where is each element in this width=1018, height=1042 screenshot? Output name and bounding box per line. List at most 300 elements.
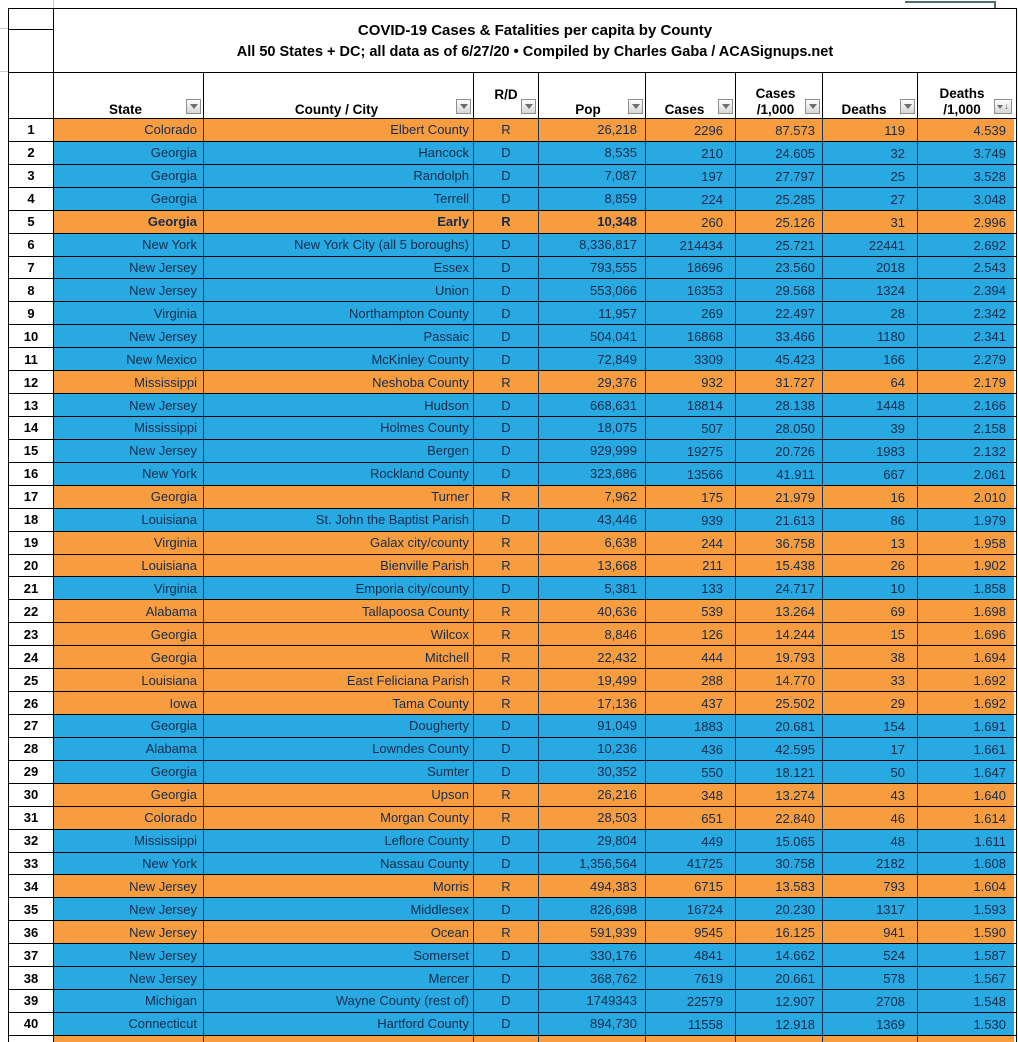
- cell-pop[interactable]: [539, 1036, 646, 1042]
- cell-cases[interactable]: 436: [646, 738, 736, 760]
- header-d1000[interactable]: [918, 73, 1014, 118]
- cell-deaths[interactable]: 667: [823, 463, 918, 485]
- cell-state[interactable]: New York: [54, 463, 204, 485]
- cell-county[interactable]: Essex: [204, 257, 474, 279]
- row-number-cell[interactable]: 28: [9, 738, 54, 760]
- cell-deaths[interactable]: 578: [823, 967, 918, 989]
- cell-cases[interactable]: 175: [646, 486, 736, 508]
- cell-deaths[interactable]: 1983: [823, 440, 918, 462]
- cell-deaths[interactable]: 31: [823, 211, 918, 233]
- row-number-cell[interactable]: 27: [9, 715, 54, 737]
- cell-pop[interactable]: 323,686: [539, 463, 646, 485]
- row-number-cell[interactable]: 26: [9, 692, 54, 714]
- cell-rd[interactable]: D: [474, 394, 539, 416]
- cell-deaths[interactable]: 2182: [823, 853, 918, 875]
- cell-d1000[interactable]: 2.394: [918, 279, 1014, 301]
- cell-county[interactable]: Holmes County: [204, 417, 474, 439]
- cell-cases[interactable]: 41725: [646, 853, 736, 875]
- cell-deaths[interactable]: 39: [823, 417, 918, 439]
- cell-cases[interactable]: 11558: [646, 1013, 736, 1035]
- cell-deaths[interactable]: 43: [823, 784, 918, 806]
- cell-cases[interactable]: 6715: [646, 875, 736, 897]
- cell-c1000[interactable]: 25.126: [736, 211, 823, 233]
- cell-c1000[interactable]: 15.065: [736, 830, 823, 852]
- cell-cases[interactable]: 539: [646, 600, 736, 622]
- cell-c1000[interactable]: 31.727: [736, 371, 823, 393]
- cell-c1000[interactable]: 21.979: [736, 486, 823, 508]
- cell-county[interactable]: Randolph: [204, 165, 474, 187]
- row-number-cell[interactable]: 22: [9, 600, 54, 622]
- cell-state[interactable]: Georgia: [54, 761, 204, 783]
- cell-d1000[interactable]: 4.539: [918, 119, 1014, 141]
- cell-c1000[interactable]: 24.717: [736, 577, 823, 599]
- cell-c1000[interactable]: 18.121: [736, 761, 823, 783]
- row-number-cell[interactable]: 17: [9, 486, 54, 508]
- cell-c1000[interactable]: 87.573: [736, 119, 823, 141]
- cell-c1000[interactable]: 33.466: [736, 325, 823, 347]
- cell-state[interactable]: Mississippi: [54, 417, 204, 439]
- cell-deaths[interactable]: 33: [823, 669, 918, 691]
- cell-state[interactable]: New Jersey: [54, 875, 204, 897]
- cell-rd[interactable]: D: [474, 853, 539, 875]
- cell-county[interactable]: East Feliciana Parish: [204, 669, 474, 691]
- cell-state[interactable]: New Jersey: [54, 325, 204, 347]
- cell-rd[interactable]: R: [474, 371, 539, 393]
- cell-cases[interactable]: 437: [646, 692, 736, 714]
- cell-county[interactable]: [204, 1036, 474, 1042]
- cell-cases[interactable]: 16353: [646, 279, 736, 301]
- cell-c1000[interactable]: 15.438: [736, 555, 823, 577]
- cell-cases[interactable]: 22579: [646, 990, 736, 1012]
- cell-pop[interactable]: 368,762: [539, 967, 646, 989]
- cell-pop[interactable]: 929,999: [539, 440, 646, 462]
- row-number-cell[interactable]: 13: [9, 394, 54, 416]
- cell-rd[interactable]: D: [474, 830, 539, 852]
- cell-rd[interactable]: R: [474, 119, 539, 141]
- cell-county[interactable]: St. John the Baptist Parish: [204, 509, 474, 531]
- cell-county[interactable]: Nassau County: [204, 853, 474, 875]
- row-number-cell[interactable]: 7: [9, 257, 54, 279]
- cell-pop[interactable]: 29,376: [539, 371, 646, 393]
- cell-deaths[interactable]: 13: [823, 532, 918, 554]
- cell-county[interactable]: Hudson: [204, 394, 474, 416]
- cell-d1000[interactable]: 1.608: [918, 853, 1014, 875]
- cell-county[interactable]: Dougherty: [204, 715, 474, 737]
- cell-pop[interactable]: 26,218: [539, 119, 646, 141]
- row-number-cell[interactable]: 31: [9, 807, 54, 829]
- cell-d1000[interactable]: 2.179: [918, 371, 1014, 393]
- row-number-cell[interactable]: 4: [9, 188, 54, 210]
- cell-cases[interactable]: 214434: [646, 234, 736, 256]
- cell-state[interactable]: New Jersey: [54, 394, 204, 416]
- cell-rd[interactable]: R: [474, 875, 539, 897]
- cell-state[interactable]: Alabama: [54, 600, 204, 622]
- cell-county[interactable]: Upson: [204, 784, 474, 806]
- cell-d1000[interactable]: 1.692: [918, 692, 1014, 714]
- cell-pop[interactable]: 8,535: [539, 142, 646, 164]
- cell-deaths[interactable]: 524: [823, 944, 918, 966]
- cell-cases[interactable]: 932: [646, 371, 736, 393]
- row-number-cell[interactable]: 16: [9, 463, 54, 485]
- cell-state[interactable]: Virginia: [54, 577, 204, 599]
- row-number-cell[interactable]: 5: [9, 211, 54, 233]
- cell-rd[interactable]: D: [474, 944, 539, 966]
- cell-state[interactable]: Louisiana: [54, 669, 204, 691]
- cell-state[interactable]: Georgia: [54, 211, 204, 233]
- row-number-cell[interactable]: 12: [9, 371, 54, 393]
- cell-cases[interactable]: 9545: [646, 921, 736, 943]
- cell-cases[interactable]: 449: [646, 830, 736, 852]
- cell-d1000[interactable]: 1.858: [918, 577, 1014, 599]
- cell-cases[interactable]: 269: [646, 302, 736, 324]
- row-number-cell[interactable]: 25: [9, 669, 54, 691]
- cell-pop[interactable]: 7,087: [539, 165, 646, 187]
- cell-state[interactable]: Colorado: [54, 119, 204, 141]
- cell-cases[interactable]: 244: [646, 532, 736, 554]
- cell-state[interactable]: Mississippi: [54, 371, 204, 393]
- cell-pop[interactable]: 10,348: [539, 211, 646, 233]
- cell-pop[interactable]: 330,176: [539, 944, 646, 966]
- cell-d1000[interactable]: 1.587: [918, 944, 1014, 966]
- cell-county[interactable]: Emporia city/county: [204, 577, 474, 599]
- cell-cases[interactable]: 1883: [646, 715, 736, 737]
- cell-rd[interactable]: D: [474, 325, 539, 347]
- cell-county[interactable]: Rockland County: [204, 463, 474, 485]
- empty-cell[interactable]: [9, 30, 53, 72]
- cell-pop[interactable]: 826,698: [539, 898, 646, 920]
- row-number-cell[interactable]: 6: [9, 234, 54, 256]
- cell-c1000[interactable]: 21.613: [736, 509, 823, 531]
- cell-rd[interactable]: D: [474, 440, 539, 462]
- cell-pop[interactable]: 668,631: [539, 394, 646, 416]
- cell-pop[interactable]: 28,503: [539, 807, 646, 829]
- cell-pop[interactable]: 504,041: [539, 325, 646, 347]
- cell-county[interactable]: McKinley County: [204, 348, 474, 370]
- header-cases[interactable]: [646, 73, 736, 118]
- cell-cases[interactable]: 133: [646, 577, 736, 599]
- cell-c1000[interactable]: 20.681: [736, 715, 823, 737]
- cell-state[interactable]: Georgia: [54, 646, 204, 668]
- cell-d1000[interactable]: 1.902: [918, 555, 1014, 577]
- cell-county[interactable]: Morgan County: [204, 807, 474, 829]
- cell-cases[interactable]: 16724: [646, 898, 736, 920]
- cell-rd[interactable]: R: [474, 486, 539, 508]
- cell-cases[interactable]: 13566: [646, 463, 736, 485]
- cell-county[interactable]: Morris: [204, 875, 474, 897]
- cell-deaths[interactable]: 64: [823, 371, 918, 393]
- cell-cases[interactable]: 288: [646, 669, 736, 691]
- row-number-cell[interactable]: 32: [9, 830, 54, 852]
- cell-d1000[interactable]: 1.590: [918, 921, 1014, 943]
- cell-d1000[interactable]: 3.048: [918, 188, 1014, 210]
- cell-deaths[interactable]: 28: [823, 302, 918, 324]
- cell-county[interactable]: Hartford County: [204, 1013, 474, 1035]
- cell-d1000[interactable]: 1.661: [918, 738, 1014, 760]
- cell-state[interactable]: Georgia: [54, 142, 204, 164]
- cell-state[interactable]: Iowa: [54, 692, 204, 714]
- cell-cases[interactable]: 18814: [646, 394, 736, 416]
- cell-c1000[interactable]: 13.274: [736, 784, 823, 806]
- cell-county[interactable]: Leflore County: [204, 830, 474, 852]
- cell-rd[interactable]: R: [474, 623, 539, 645]
- cell-cases[interactable]: 18696: [646, 257, 736, 279]
- cell-cases[interactable]: 210: [646, 142, 736, 164]
- cell-rd[interactable]: R: [474, 669, 539, 691]
- cell-cases[interactable]: 507: [646, 417, 736, 439]
- cell-c1000[interactable]: 25.502: [736, 692, 823, 714]
- cell-deaths[interactable]: 26: [823, 555, 918, 577]
- cell-county[interactable]: Mercer: [204, 967, 474, 989]
- cell-deaths[interactable]: 1317: [823, 898, 918, 920]
- cell-d1000[interactable]: 1.604: [918, 875, 1014, 897]
- cell-cases[interactable]: 939: [646, 509, 736, 531]
- cell-d1000[interactable]: 1.647: [918, 761, 1014, 783]
- cell-d1000[interactable]: 1.611: [918, 830, 1014, 852]
- cell-pop[interactable]: 18,075: [539, 417, 646, 439]
- header-county[interactable]: [204, 73, 474, 118]
- cell-d1000[interactable]: 2.692: [918, 234, 1014, 256]
- cell-rd[interactable]: D: [474, 348, 539, 370]
- header-rd[interactable]: [474, 73, 539, 118]
- cell-d1000[interactable]: 2.061: [918, 463, 1014, 485]
- empty-cell[interactable]: [9, 9, 53, 30]
- cell-county[interactable]: Bergen: [204, 440, 474, 462]
- cell-cases[interactable]: 197: [646, 165, 736, 187]
- row-number-cell[interactable]: 15: [9, 440, 54, 462]
- cell-d1000[interactable]: 1.698: [918, 600, 1014, 622]
- cell-c1000[interactable]: 13.583: [736, 875, 823, 897]
- cell-pop[interactable]: 43,446: [539, 509, 646, 531]
- row-number-cell[interactable]: 3: [9, 165, 54, 187]
- cell-pop[interactable]: 8,859: [539, 188, 646, 210]
- cell-c1000[interactable]: 29.568: [736, 279, 823, 301]
- cell-d1000[interactable]: 2.279: [918, 348, 1014, 370]
- cell-cases[interactable]: 224: [646, 188, 736, 210]
- cell-county[interactable]: Union: [204, 279, 474, 301]
- cell-state[interactable]: New Jersey: [54, 967, 204, 989]
- cell-rd[interactable]: R: [474, 807, 539, 829]
- cell-c1000[interactable]: 12.907: [736, 990, 823, 1012]
- cell-d1000[interactable]: 2.543: [918, 257, 1014, 279]
- cell-c1000[interactable]: 41.911: [736, 463, 823, 485]
- cell-pop[interactable]: 8,336,817: [539, 234, 646, 256]
- cell-state[interactable]: New Jersey: [54, 944, 204, 966]
- cell-deaths[interactable]: 29: [823, 692, 918, 714]
- cell-pop[interactable]: 91,049: [539, 715, 646, 737]
- cell-cases[interactable]: 126: [646, 623, 736, 645]
- cell-deaths[interactable]: 119: [823, 119, 918, 141]
- row-number-cell[interactable]: 39: [9, 990, 54, 1012]
- cell-cases[interactable]: 2296: [646, 119, 736, 141]
- cell-c1000[interactable]: 13.264: [736, 600, 823, 622]
- cell-state[interactable]: Georgia: [54, 784, 204, 806]
- cell-pop[interactable]: 8,846: [539, 623, 646, 645]
- cell-pop[interactable]: 72,849: [539, 348, 646, 370]
- table-title-cell[interactable]: [54, 9, 1016, 72]
- row-number-cell[interactable]: 24: [9, 646, 54, 668]
- cell-pop[interactable]: 11,957: [539, 302, 646, 324]
- cell-county[interactable]: Bienville Parish: [204, 555, 474, 577]
- cell-rd[interactable]: D: [474, 142, 539, 164]
- cell-c1000[interactable]: 25.721: [736, 234, 823, 256]
- cell-cases[interactable]: 550: [646, 761, 736, 783]
- cell-county[interactable]: Passaic: [204, 325, 474, 347]
- cell-d1000[interactable]: 1.692: [918, 669, 1014, 691]
- cell-d1000[interactable]: 2.342: [918, 302, 1014, 324]
- cell-rd[interactable]: D: [474, 234, 539, 256]
- row-number-cell[interactable]: [9, 1036, 54, 1042]
- cell-deaths[interactable]: 50: [823, 761, 918, 783]
- cell-rd[interactable]: D: [474, 715, 539, 737]
- cell-c1000[interactable]: 20.661: [736, 967, 823, 989]
- cell-state[interactable]: [54, 1036, 204, 1042]
- cell-d1000[interactable]: 2.158: [918, 417, 1014, 439]
- cell-state[interactable]: Louisiana: [54, 509, 204, 531]
- cell-c1000[interactable]: 22.497: [736, 302, 823, 324]
- cell-c1000[interactable]: 45.423: [736, 348, 823, 370]
- cell-pop[interactable]: 894,730: [539, 1013, 646, 1035]
- cell-d1000[interactable]: 2.996: [918, 211, 1014, 233]
- cell-pop[interactable]: 553,066: [539, 279, 646, 301]
- cell-cases[interactable]: 7619: [646, 967, 736, 989]
- cell-rd[interactable]: D: [474, 509, 539, 531]
- cell-d1000[interactable]: 1.694: [918, 646, 1014, 668]
- cell-state[interactable]: Michigan: [54, 990, 204, 1012]
- cell-state[interactable]: Georgia: [54, 623, 204, 645]
- cell-d1000[interactable]: 2.132: [918, 440, 1014, 462]
- cell-county[interactable]: Wilcox: [204, 623, 474, 645]
- cell-c1000[interactable]: 16.125: [736, 921, 823, 943]
- cell-state[interactable]: Colorado: [54, 807, 204, 829]
- cell-deaths[interactable]: 10: [823, 577, 918, 599]
- cell-c1000[interactable]: 12.918: [736, 1013, 823, 1035]
- cell-c1000[interactable]: 23.560: [736, 257, 823, 279]
- cell-cases[interactable]: 651: [646, 807, 736, 829]
- cell-d1000[interactable]: 3.528: [918, 165, 1014, 187]
- cell-county[interactable]: Hancock: [204, 142, 474, 164]
- cell-county[interactable]: Mitchell: [204, 646, 474, 668]
- cell-county[interactable]: Ocean: [204, 921, 474, 943]
- cell-pop[interactable]: 40,636: [539, 600, 646, 622]
- cell-deaths[interactable]: 154: [823, 715, 918, 737]
- cell-c1000[interactable]: 30.758: [736, 853, 823, 875]
- row-number-cell[interactable]: 14: [9, 417, 54, 439]
- filter-dropdown-icon[interactable]: [718, 99, 733, 114]
- cell-cases[interactable]: 348: [646, 784, 736, 806]
- header-deaths[interactable]: [823, 73, 918, 118]
- cell-county[interactable]: Terrell: [204, 188, 474, 210]
- cell-d1000[interactable]: 2.166: [918, 394, 1014, 416]
- cell-rd[interactable]: R: [474, 555, 539, 577]
- cell-county[interactable]: Early: [204, 211, 474, 233]
- cell-county[interactable]: Elbert County: [204, 119, 474, 141]
- cell-pop[interactable]: 29,804: [539, 830, 646, 852]
- row-number-cell[interactable]: 2: [9, 142, 54, 164]
- cell-rd[interactable]: D: [474, 257, 539, 279]
- cell-state[interactable]: Virginia: [54, 532, 204, 554]
- cell-rd[interactable]: D: [474, 1013, 539, 1035]
- row-number-cell[interactable]: 1: [9, 119, 54, 141]
- row-number-cell[interactable]: 34: [9, 875, 54, 897]
- cell-state[interactable]: New York: [54, 234, 204, 256]
- row-number-cell[interactable]: 11: [9, 348, 54, 370]
- cell-rd[interactable]: D: [474, 738, 539, 760]
- cell-pop[interactable]: 26,216: [539, 784, 646, 806]
- cell-state[interactable]: Mississippi: [54, 830, 204, 852]
- cell-pop[interactable]: 30,352: [539, 761, 646, 783]
- row-number-cell[interactable]: 29: [9, 761, 54, 783]
- cell-rd[interactable]: R: [474, 646, 539, 668]
- cell-state[interactable]: Georgia: [54, 715, 204, 737]
- cell-c1000[interactable]: 28.138: [736, 394, 823, 416]
- cell-d1000[interactable]: 1.691: [918, 715, 1014, 737]
- cell-pop[interactable]: 17,136: [539, 692, 646, 714]
- row-number-cell[interactable]: 10: [9, 325, 54, 347]
- cell-c1000[interactable]: 20.230: [736, 898, 823, 920]
- cell-rd[interactable]: D: [474, 463, 539, 485]
- cell-county[interactable]: Galax city/county: [204, 532, 474, 554]
- filter-dropdown-icon[interactable]: [186, 99, 201, 114]
- cell-d1000[interactable]: 1.696: [918, 623, 1014, 645]
- cell-d1000[interactable]: 1.640: [918, 784, 1014, 806]
- filter-dropdown-icon[interactable]: [805, 99, 820, 114]
- cell-state[interactable]: Georgia: [54, 188, 204, 210]
- cell-rd[interactable]: D: [474, 967, 539, 989]
- header-state[interactable]: [54, 73, 204, 118]
- cell-c1000[interactable]: 14.662: [736, 944, 823, 966]
- cell-state[interactable]: New Jersey: [54, 898, 204, 920]
- row-number-cell[interactable]: 35: [9, 898, 54, 920]
- cell-cases[interactable]: 211: [646, 555, 736, 577]
- cell-deaths[interactable]: 25: [823, 165, 918, 187]
- cell-county[interactable]: Turner: [204, 486, 474, 508]
- cell-c1000[interactable]: 28.050: [736, 417, 823, 439]
- cell-rd[interactable]: D: [474, 302, 539, 324]
- cell-cases[interactable]: 16868: [646, 325, 736, 347]
- cell-rd[interactable]: D: [474, 898, 539, 920]
- cell-d1000[interactable]: 2.341: [918, 325, 1014, 347]
- filter-dropdown-icon[interactable]: [628, 99, 643, 114]
- cell-d1000[interactable]: 1.614: [918, 807, 1014, 829]
- cell-pop[interactable]: 1,356,564: [539, 853, 646, 875]
- cell-deaths[interactable]: 1180: [823, 325, 918, 347]
- cell-deaths[interactable]: 2708: [823, 990, 918, 1012]
- cell-county[interactable]: Tallapoosa County: [204, 600, 474, 622]
- cell-c1000[interactable]: 36.758: [736, 532, 823, 554]
- cell-pop[interactable]: 6,638: [539, 532, 646, 554]
- cell-deaths[interactable]: 17: [823, 738, 918, 760]
- cell-rd[interactable]: D: [474, 761, 539, 783]
- cell-county[interactable]: Tama County: [204, 692, 474, 714]
- cell-state[interactable]: Connecticut: [54, 1013, 204, 1035]
- cell-deaths[interactable]: 48: [823, 830, 918, 852]
- cell-d1000[interactable]: 1.567: [918, 967, 1014, 989]
- cell-cases[interactable]: 260: [646, 211, 736, 233]
- cell-pop[interactable]: 591,939: [539, 921, 646, 943]
- cell-c1000[interactable]: 14.244: [736, 623, 823, 645]
- row-number-cell[interactable]: 23: [9, 623, 54, 645]
- cell-county[interactable]: Northampton County: [204, 302, 474, 324]
- cell-deaths[interactable]: [823, 1036, 918, 1042]
- cell-deaths[interactable]: 941: [823, 921, 918, 943]
- cell-cases[interactable]: [646, 1036, 736, 1042]
- cell-c1000[interactable]: 19.793: [736, 646, 823, 668]
- row-number-cell[interactable]: 37: [9, 944, 54, 966]
- row-number-cell[interactable]: 36: [9, 921, 54, 943]
- cell-c1000[interactable]: 20.726: [736, 440, 823, 462]
- cell-state[interactable]: Alabama: [54, 738, 204, 760]
- row-number-cell[interactable]: 38: [9, 967, 54, 989]
